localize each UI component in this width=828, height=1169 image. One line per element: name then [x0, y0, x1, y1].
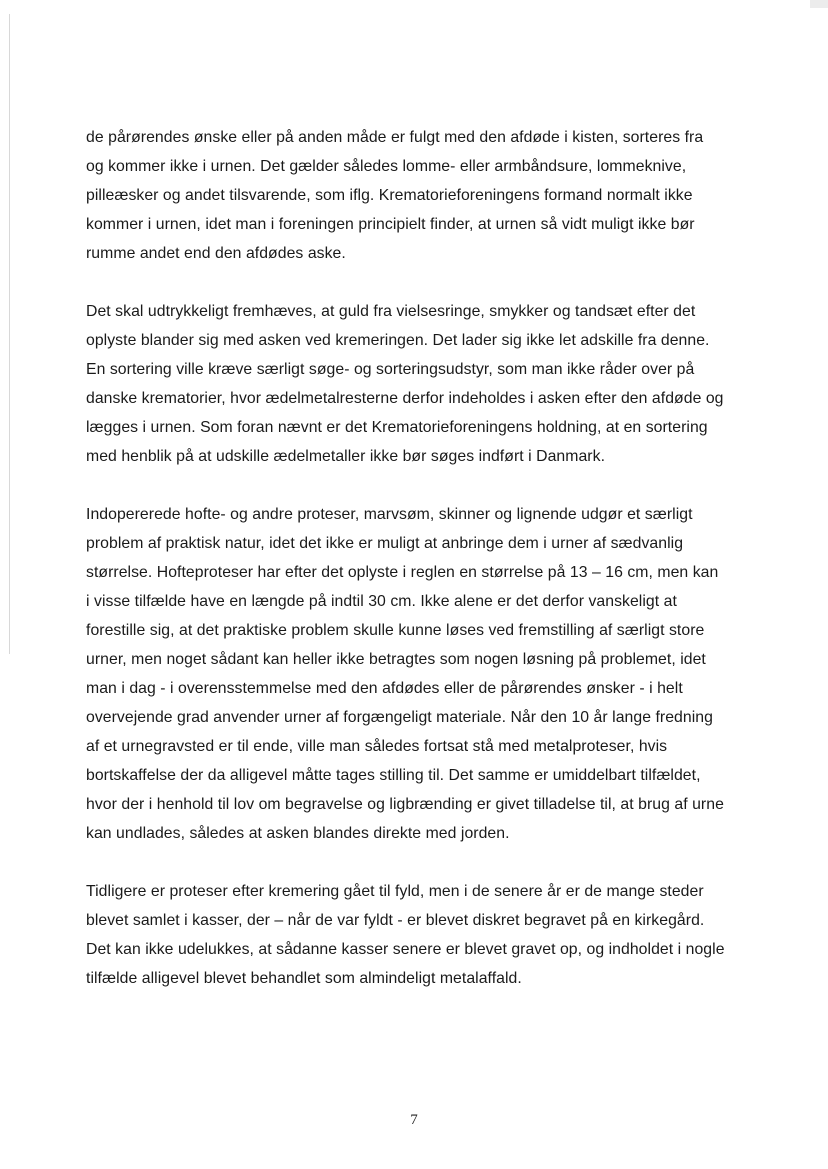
- text-line: Det kan ikke udelukkes, at sådanne kasser senere er blevet gravet op, og indholdet i nogle: [86, 941, 725, 958]
- text-line: i visse tilfælde have en længde på indtil 30 cm. Ikke alene er det derfor vanskeligt at: [86, 593, 677, 610]
- text-line: oplyste blander sig med asken ved kremeringen. Det lader sig ikke let adskille fra denne.: [86, 332, 710, 349]
- text-line: bortskaffelse der da alligevel måtte tages stilling til. Det samme er umiddelbart tilfældet,: [86, 767, 701, 784]
- text-line: danske krematorier, hvor ædelmetalresterne derfor indeholdes i asken efter den afdøde og: [86, 390, 724, 407]
- body-text: [86, 123, 776, 1022]
- text-line: blevet samlet i kasser, der – når de var fyldt - er blevet diskret begravet på en kirkegård.: [86, 912, 705, 929]
- text-line: rumme andet end den afdødes aske.: [86, 245, 346, 262]
- text-line: kommer i urnen, idet man i foreningen principielt finder, at urnen så vidt muligt ikke bør: [86, 216, 695, 233]
- text-line: man i dag - i overensstemmelse med den afdødes eller de pårørendes ønsker - i helt: [86, 680, 683, 697]
- text-line: med henblik på at udskille ædelmetaller ikke bør søges indført i Danmark.: [86, 448, 606, 465]
- text-line: forestille sig, at det praktiske problem skulle kunne løses ved fremstilling af særligt store: [86, 622, 705, 639]
- text-line: En sortering ville kræve særligt søge- og sorteringsudstyr, som man ikke råder over på: [86, 361, 695, 378]
- text-line: og kommer ikke i urnen. Det gælder således lomme- eller armbåndsure, lommeknive,: [86, 158, 687, 175]
- scan-edge-line: [9, 14, 10, 654]
- paragraph: [86, 877, 776, 993]
- text-line: de pårørendes ønske eller på anden måde er fulgt med den afdøde i kisten, sorteres fra: [86, 129, 704, 146]
- text-line: problem af praktisk natur, idet det ikke er muligt at anbringe dem i urner af sædvanlig: [86, 535, 684, 552]
- text-line: urner, men noget sådant kan heller ikke betragtes som nogen løsning på problemet, idet: [86, 651, 706, 668]
- text-line: tilfælde alligevel blevet behandlet som almindeligt metalaffald.: [86, 970, 522, 987]
- text-line: kan undlades, således at asken blandes direkte med jorden.: [86, 825, 510, 842]
- text-line: lægges i urnen. Som foran nævnt er det Krematorieforeningens holdning, at en sortering: [86, 419, 708, 436]
- page-number: 7: [410, 1112, 418, 1128]
- text-line: størrelse. Hofteproteser har efter det oplyste i reglen en størrelse på 13 – 16 cm, men kan: [86, 564, 719, 581]
- text-line: overvejende grad anvender urner af forgængeligt materiale. Når den 10 år lange fredning: [86, 709, 713, 726]
- paragraph: [86, 297, 776, 471]
- paragraph: [86, 123, 776, 268]
- paragraph: [86, 500, 776, 848]
- scan-corner-mark: [810, 0, 828, 8]
- text-line: pilleæsker og andet tilsvarende, som iflg. Krematorieforeningens formand normalt ikke: [86, 187, 693, 204]
- text-line: af et urnegravsted er til ende, ville man således fortsat stå med metalproteser, hvis: [86, 738, 668, 755]
- text-line: Indopererede hofte- og andre proteser, marvsøm, skinner og lignende udgør et særligt: [86, 506, 693, 523]
- text-line: Tidligere er proteser efter kremering gået til fyld, men i de senere år er de mange steder: [86, 883, 704, 900]
- text-line: Det skal udtrykkeligt fremhæves, at guld fra vielsesringe, smykker og tandsæt efter det: [86, 303, 696, 320]
- text-line: hvor der i henhold til lov om begravelse og ligbrænding er givet tilladelse til, at brug af urne: [86, 796, 724, 813]
